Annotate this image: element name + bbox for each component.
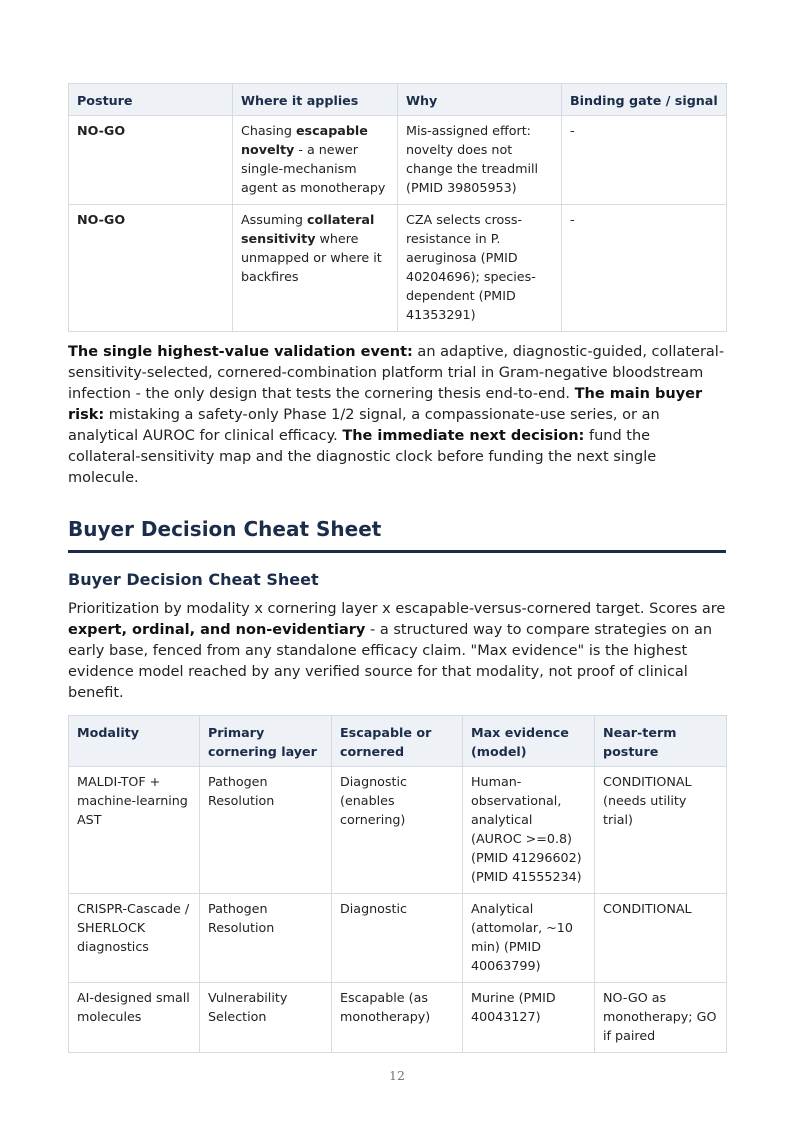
page-content: [68, 83, 726, 1053]
evidence-cell: Murine (PMID 40043127): [463, 983, 595, 1053]
column-header: Modality: [69, 716, 200, 767]
table-row: [69, 983, 727, 1053]
evidence-cell: Human-observational, analytical (AUROC >=0.8) (PMID 41296602) (PMID 41555234): [463, 767, 595, 894]
column-header: Escapable or cornered: [332, 716, 463, 767]
where-cell: Assuming collateral sensitivity where unmapped or where it backfires: [233, 205, 398, 332]
subsection-heading: Buyer Decision Cheat Sheet: [68, 570, 319, 589]
evidence-cell: Analytical (attomolar, ~10 min) (PMID 40063799): [463, 894, 595, 983]
modality-cell: MALDI-TOF + machine-learning AST: [69, 767, 200, 894]
why-cell: Mis-assigned effort: novelty does not change the treadmill (PMID 39805953): [398, 116, 562, 205]
posture-cell: CONDITIONAL (needs utility trial): [595, 767, 727, 894]
gate-cell: -: [562, 205, 727, 332]
layer-cell: Pathogen Resolution: [200, 894, 332, 983]
posture-cell: CONDITIONAL: [595, 894, 727, 983]
table-header-row: [69, 716, 727, 767]
layer-cell: Pathogen Resolution: [200, 767, 332, 894]
page-number: 12: [389, 1068, 405, 1083]
modality-cell: CRISPR-Cascade / SHERLOCK diagnostics: [69, 894, 200, 983]
why-cell: CZA selects cross-resistance in P. aeruginosa (PMID 40204696); species-dependent (PMID 41353291): [398, 205, 562, 332]
posture-table: [68, 83, 727, 332]
modality-table: [68, 715, 727, 1053]
column-header: Primary cornering layer: [200, 716, 332, 767]
column-header: Max evidence (model): [463, 716, 595, 767]
modality-cell: AI-designed small molecules: [69, 983, 200, 1053]
column-header: Where it applies: [233, 84, 398, 116]
summary-paragraph: The single highest-value validation event: an adaptive, diagnostic-guided, collateral-sensitivity-selected, cornered-combination platform trial in Gram-negative bloodstream infection - the only design that tests the cornering thesis end-to-end. The main buyer risk: mistaking a safety-only Phase 1/2 signal, a compassionate-use series, or an analytical AUROC for clinical efficacy. The immediate next decision: fund the collateral-sensitivity map and the diagnostic clock before funding the next single molecule.: [68, 344, 725, 486]
table-row: [69, 767, 727, 894]
escapable-cell: Diagnostic (enables cornering): [332, 767, 463, 894]
section-heading: Buyer Decision Cheat Sheet: [68, 516, 726, 553]
posture-cell: NO-GO: [69, 116, 233, 205]
escapable-cell: Escapable (as monotherapy): [332, 983, 463, 1053]
column-header: Near-term posture: [595, 716, 727, 767]
table-row: [69, 894, 727, 983]
table-row: [69, 205, 727, 332]
escapable-cell: Diagnostic: [332, 894, 463, 983]
column-header: Binding gate / signal: [562, 84, 727, 116]
posture-cell: NO-GO: [69, 205, 233, 332]
table-header-row: [69, 84, 727, 116]
column-header: Posture: [69, 84, 233, 116]
column-header: Why: [398, 84, 562, 116]
table-row: [69, 116, 727, 205]
intro-paragraph: Prioritization by modality x cornering layer x escapable-versus-cornered target. Scores are expert, ordinal, and non-evidentiary - a structured way to compare strategies on an early base, fenced from any standalone efficacy claim. "Max evidence" is the highest evidence model reached by any verified source for that modality, not proof of clinical benefit.: [68, 601, 726, 701]
gate-cell: -: [562, 116, 727, 205]
layer-cell: Vulnerability Selection: [200, 983, 332, 1053]
where-cell: Chasing escapable novelty - a newer single-mechanism agent as monotherapy: [233, 116, 398, 205]
posture-cell: NO-GO as monotherapy; GO if paired: [595, 983, 727, 1053]
